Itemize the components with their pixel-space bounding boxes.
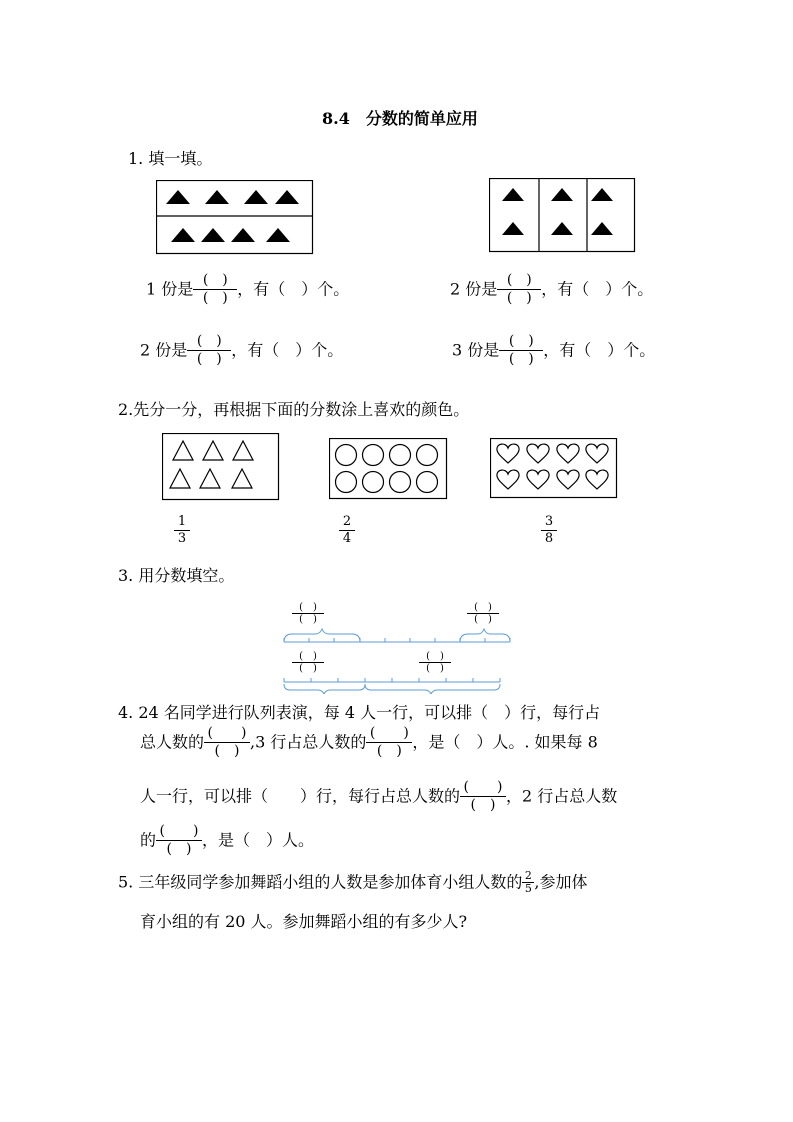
- circle-icon: [417, 445, 438, 466]
- blank-fraction[interactable]: $\frac{( )}{( )}$: [499, 333, 543, 368]
- circle-icon: [336, 472, 357, 493]
- q1-line-3: 2 份是 $\frac{( )}{( )}$ ，有（ ）个。: [140, 333, 344, 367]
- outline-triangle-icon: [232, 469, 252, 488]
- q3-blank-4[interactable]: $\frac{( )}{( )}$: [419, 651, 451, 674]
- segment-ticks-bottom: [284, 678, 500, 682]
- outline-triangle-icon: [173, 441, 193, 460]
- q4-line-2: 总人数的 $\frac{( )}{( )}$ ,3 行占总人数的 $\frac{( )}{( )}$ ，是（ ）人。. 如果每 8: [140, 725, 598, 759]
- heart-icon: [586, 444, 608, 463]
- heart-icon: [527, 470, 549, 489]
- q1-line-4: 3 份是 $\frac{( )}{( )}$ ，有（ ）个。: [452, 333, 656, 367]
- filled-triangle-icon: [244, 190, 268, 204]
- blank-fraction[interactable]: $\frac{( )}{( )}$: [204, 725, 250, 760]
- filled-triangle-icon: [205, 190, 229, 204]
- circle-icon: [390, 445, 411, 466]
- filled-triangle-icon: [551, 188, 573, 201]
- q1-line-2: 2 份是 $\frac{( )}{( )}$ ，有（ ）个。: [450, 272, 654, 306]
- q1-triangle-box-right: [489, 178, 636, 253]
- filled-triangle-icon: [266, 228, 290, 242]
- blank-fraction[interactable]: $\frac{( )}{( )}$: [497, 272, 541, 307]
- filled-triangle-icon: [591, 222, 613, 235]
- heart-icon: [497, 470, 519, 489]
- q2-hearts-box[interactable]: [490, 438, 618, 499]
- circle-icon: [417, 472, 438, 493]
- q3-blank-3[interactable]: $\frac{( )}{( )}$: [292, 651, 324, 674]
- filled-triangle-icon: [201, 228, 225, 242]
- filled-triangle-icon: [231, 228, 255, 242]
- q1-label: 1. 填一填。: [128, 149, 213, 168]
- heart-icon: [557, 444, 579, 463]
- q3-segment-diagram: [280, 626, 515, 694]
- q5-line-2: 育小组的有 20 人。参加舞蹈小组的有多少人?: [140, 912, 468, 931]
- heart-icon: [586, 470, 608, 489]
- circle-icon: [390, 472, 411, 493]
- outline-triangle-icon: [233, 441, 253, 460]
- q2-circles-box[interactable]: [329, 438, 448, 500]
- segment-ticks-top: [284, 638, 510, 642]
- blank-fraction[interactable]: $\frac{( )}{( )}$: [187, 333, 231, 368]
- outline-triangle-icon: [200, 469, 220, 488]
- brace-top-left: [284, 629, 360, 642]
- q2-label: 2.先分一分，再根据下面的分数涂上喜欢的颜色。: [118, 400, 470, 419]
- q2-fraction-3: $\frac{3}{8}$: [541, 514, 557, 547]
- blank-fraction[interactable]: $\frac{( )}{( )}$: [193, 272, 237, 307]
- circle-icon: [336, 445, 357, 466]
- filled-triangle-icon: [275, 190, 299, 204]
- outline-triangle-icon: [170, 469, 190, 488]
- q4-line-1: 4. 24 名同学进行队列表演，每 4 人一行，可以排（ ）行，每行占: [118, 703, 601, 722]
- filled-triangle-icon: [551, 222, 573, 235]
- filled-triangle-icon: [591, 188, 613, 201]
- filled-triangle-icon: [171, 228, 195, 242]
- q2-fraction-2: $\frac{2}{4}$: [339, 514, 355, 547]
- filled-triangle-icon: [502, 188, 524, 201]
- brace-bottom-left: [284, 684, 365, 694]
- q3-blank-1[interactable]: $\frac{( )}{( )}$: [292, 602, 324, 625]
- blank-fraction[interactable]: $\frac{( )}{( )}$: [156, 823, 202, 858]
- q3-label: 3. 用分数填空。: [118, 566, 235, 585]
- q5-line-1: 5. 三年级同学参加舞蹈小组的人数是参加体育小组人数的 $\frac{2}{5}$ ,参加体: [118, 869, 588, 895]
- filled-triangle-icon: [502, 222, 524, 235]
- q4-line-4: 的 $\frac{( )}{( )}$ ，是（ ）人。: [140, 823, 315, 857]
- heart-icon: [557, 470, 579, 489]
- circle-icon: [363, 445, 384, 466]
- blank-fraction[interactable]: $\frac{( )}{( )}$: [460, 779, 506, 814]
- page-title: 8.4 分数的简单应用: [322, 109, 478, 128]
- circle-icon: [363, 472, 384, 493]
- filled-triangle-icon: [166, 190, 190, 204]
- q1-line-1: 1 份是 $\frac{( )}{( )}$ ，有（ ）个。: [146, 272, 350, 306]
- brace-bottom-right: [365, 684, 500, 694]
- q3-blank-2[interactable]: $\frac{( )}{( )}$: [467, 602, 499, 625]
- q2-fraction-1: $\frac{1}{3}$: [174, 514, 190, 547]
- q1-triangle-box-left: [156, 180, 314, 255]
- heart-icon: [527, 444, 549, 463]
- q4-line-3: 人一行，可以排（ ）行，每行占总人数的 $\frac{( )}{( )}$ ，2 行占总人数: [140, 779, 618, 813]
- outline-triangle-icon: [203, 441, 223, 460]
- q2-outline-triangles-box[interactable]: [162, 433, 280, 501]
- blank-fraction[interactable]: $\frac{( )}{( )}$: [366, 725, 412, 760]
- heart-icon: [497, 444, 519, 463]
